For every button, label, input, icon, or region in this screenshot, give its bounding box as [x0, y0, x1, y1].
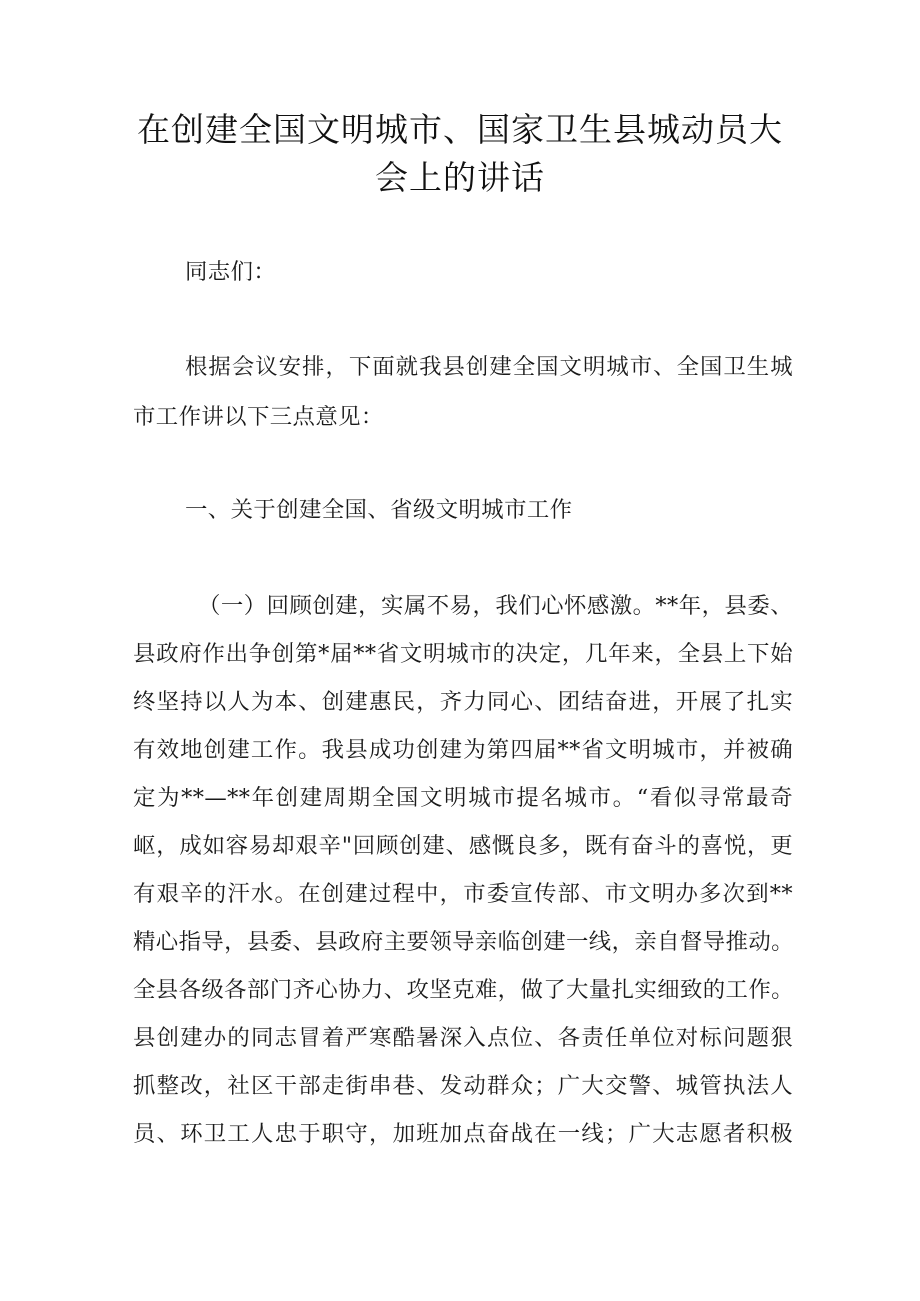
paragraph-line: 县创建办的同志冒着严寒酷暑深入点位、各责任单位对标问题狠	[133, 1025, 793, 1051]
intro-line-2: 市工作讲以下三点意见：	[133, 404, 384, 430]
document-title-line-2: 会上的讲话	[375, 158, 545, 197]
paragraph-line: 有效地创建工作。我县成功创建为第四届**省文明城市，并被确	[133, 737, 793, 763]
paragraph-line: 县政府作出争创第*届**省文明城市的决定，几年来，全县上下始	[133, 641, 793, 667]
paragraph-line: 精心指导，县委、县政府主要领导亲临创建一线，亲自督导推动。	[133, 929, 794, 955]
document-title-line-1: 在创建全国文明城市、国家卫生县城动员大	[137, 110, 783, 149]
paragraph-line: 有艰辛的汗水。在创建过程中，市委宣传部、市文明办多次到**	[133, 881, 793, 907]
paragraph-line: 岖，成如容易却艰辛"回顾创建、感慨良多，既有奋斗的喜悦，更	[133, 833, 793, 859]
paragraph-line: 抓整改，社区干部走街串巷、发动群众；广大交警、城管执法人	[133, 1073, 793, 1099]
salutation: 同志们：	[185, 259, 277, 285]
paragraph-line: 员、环卫工人忠于职守，加班加点奋战在一线；广大志愿者积极	[133, 1121, 793, 1147]
paragraph-line: 定为**—**年创建周期全国文明城市提名城市。“看似寻常最奇	[133, 785, 793, 811]
paragraph-line: （一）回顾创建，实属不易，我们心怀感激。**年，县委、	[198, 593, 793, 619]
section-heading: 一、关于创建全国、省级文明城市工作	[185, 497, 573, 523]
paragraph-line: 终坚持以人为本、创建惠民，齐力同心、团结奋进，开展了扎实	[133, 689, 793, 715]
intro-line-1: 根据会议安排，下面就我县创建全国文明城市、全国卫生城	[185, 354, 793, 380]
paragraph-line: 全县各级各部门齐心协力、攻坚克难，做了大量扎实细致的工作。	[133, 977, 794, 1003]
